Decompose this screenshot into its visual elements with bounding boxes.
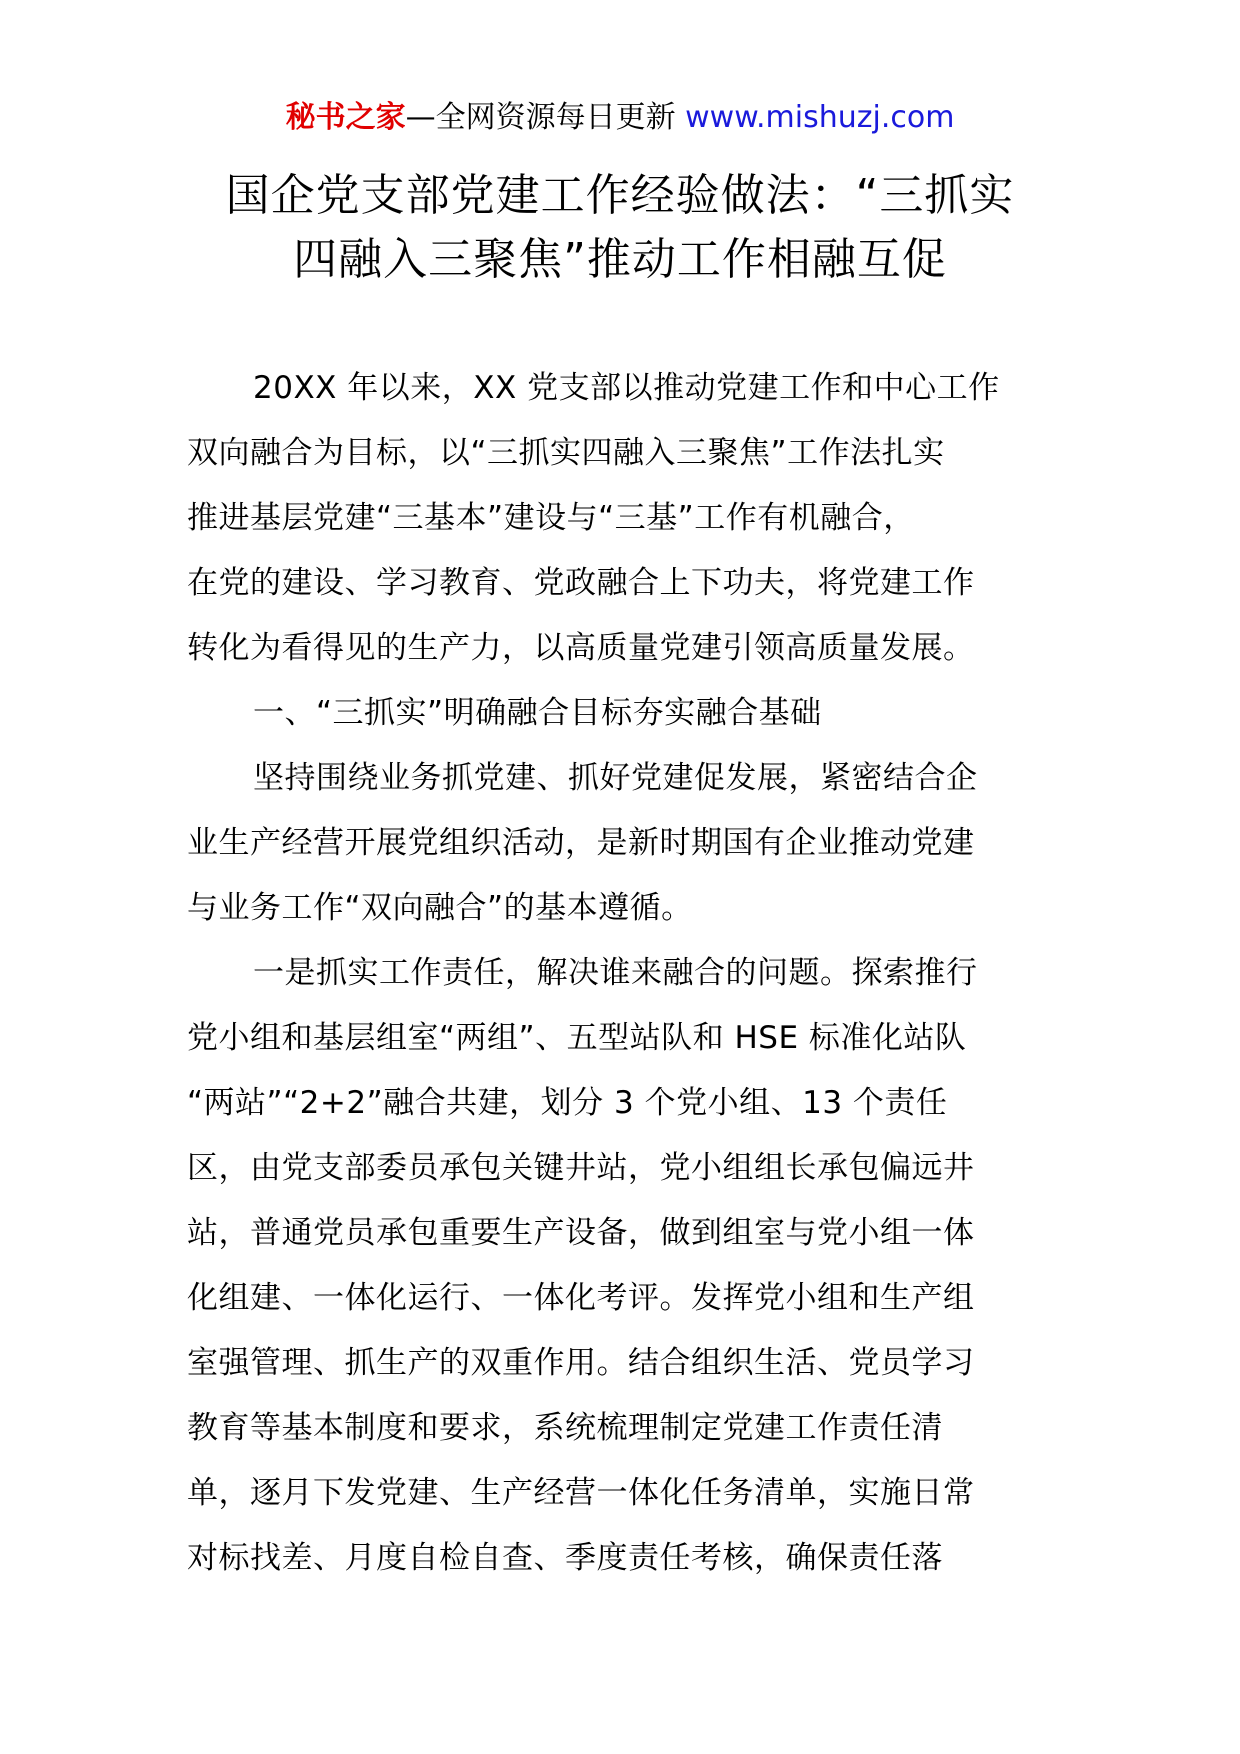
text-line: 一是抓实工作责任，解决谁来融合的问题。探索推行 bbox=[253, 955, 978, 991]
text-line: 双向融合为目标，以“三抓实四融入三聚焦”工作法扎实 bbox=[187, 435, 945, 471]
text-line: 化组建、一体化运行、一体化考评。发挥党小组和生产组 bbox=[187, 1280, 975, 1316]
document-body bbox=[187, 356, 1047, 1591]
text-line: 室强管理、抓生产的双重作用。结合组织生活、党员学习 bbox=[187, 1345, 975, 1381]
text-line: 业生产经营开展党组织活动，是新时期国有企业推动党建 bbox=[187, 825, 975, 861]
text-line: 站，普通党员承包重要生产设备，做到组室与党小组一体 bbox=[187, 1215, 975, 1251]
section-heading bbox=[187, 681, 1047, 746]
text-line: 党小组和基层组室“两组”、五型站队和 HSE 标准化站队 bbox=[187, 1020, 967, 1056]
brand-name: 秘书之家 bbox=[285, 100, 406, 135]
text-line: 推进基层党建“三基本”建设与“三基”工作有机融合， bbox=[187, 500, 915, 536]
document-title bbox=[150, 164, 1090, 292]
site-header bbox=[0, 98, 1240, 138]
text-line: 转化为看得见的生产力，以高质量党建引领高质量发展。 bbox=[187, 630, 975, 666]
paragraph-responsibility bbox=[187, 941, 1047, 1591]
paragraph-principle bbox=[187, 746, 1047, 941]
text-line: “两站”“2+2”融合共建，划分 3 个党小组、13 个责任 bbox=[187, 1085, 948, 1121]
text-line: 坚持围绕业务抓党建、抓好党建促发展，紧密结合企 bbox=[253, 760, 978, 796]
text-line: 20XX 年以来，XX 党支部以推动党建工作和中心工作 bbox=[253, 370, 1000, 406]
title-line-2: 四融入三聚焦”推动工作相融互促 bbox=[293, 234, 947, 285]
text-line: 区，由党支部委员承包关键井站，党小组组长承包偏远井 bbox=[187, 1150, 975, 1186]
paragraph-intro bbox=[187, 356, 1047, 681]
text-line: 单，逐月下发党建、生产经营一体化任务清单，实施日常 bbox=[187, 1475, 975, 1511]
text-line: 与业务工作“双向融合”的基本遵循。 bbox=[187, 890, 693, 926]
title-line-1: 国企党支部党建工作经验做法：“三抓实 bbox=[225, 170, 1015, 221]
header-tagline: —全网资源每日更新 bbox=[405, 100, 676, 135]
heading-line: 一、“三抓实”明确融合目标夯实融合基础 bbox=[253, 695, 822, 731]
text-line: 教育等基本制度和要求，系统梳理制定党建工作责任清 bbox=[187, 1410, 943, 1446]
site-url-link[interactable]: www.mishuzj.com bbox=[685, 100, 955, 135]
text-line: 对标找差、月度自检自查、季度责任考核，确保责任落 bbox=[187, 1540, 943, 1576]
text-line: 在党的建设、学习教育、党政融合上下功夫，将党建工作 bbox=[187, 565, 975, 601]
